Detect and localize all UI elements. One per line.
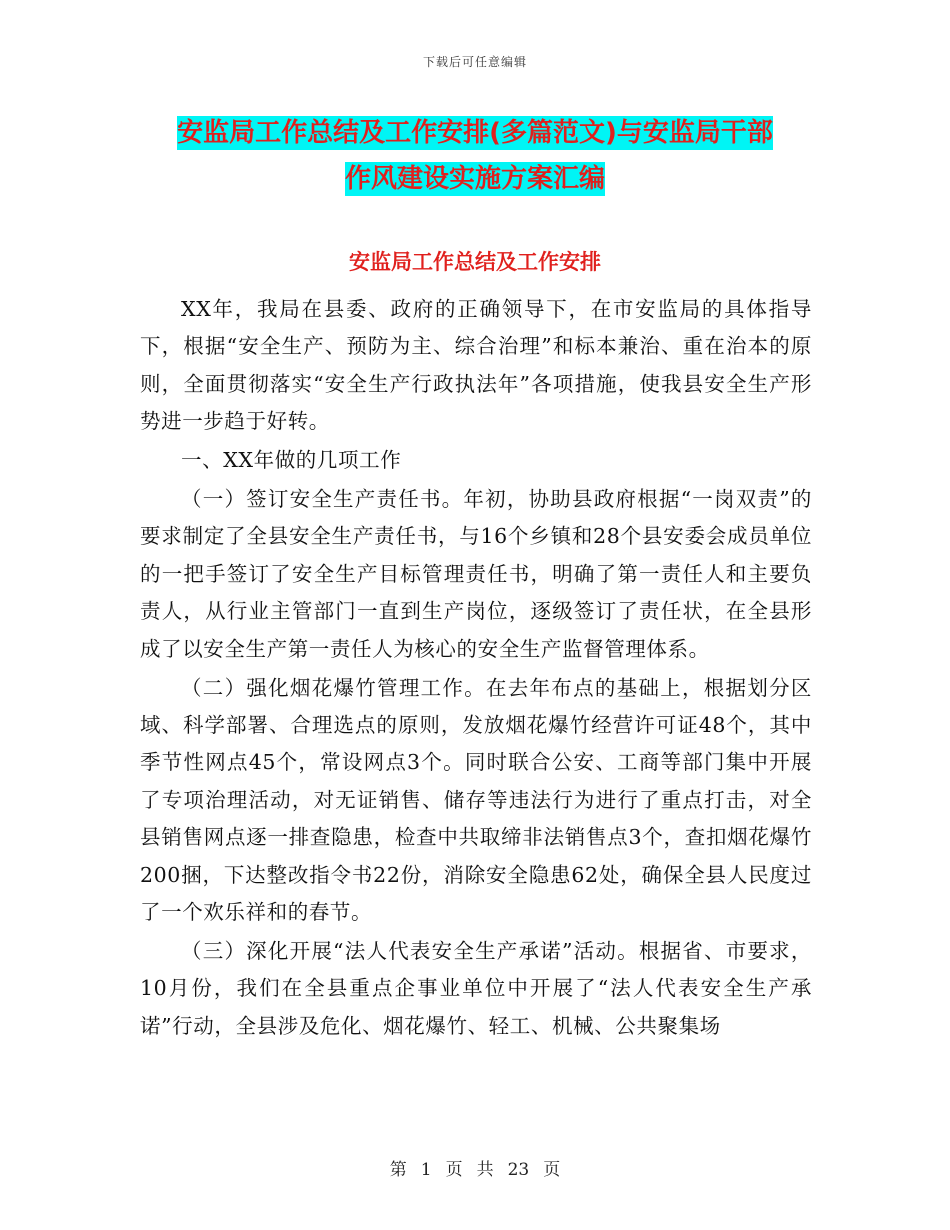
main-title	[0, 110, 950, 202]
heading-work-items: 一、XX年做的几项工作	[181, 448, 402, 473]
body-text	[140, 291, 812, 1047]
paragraph-intro: XX年，我局在县委、政府的正确领导下，在市安监局的具体指导下，根据“安全生产、预防为主、综合治理”和标本兼治、重在治本的原则，全面贯彻落实“安全生产行政执法年”各项措施，使我县安全生产形势进一步趋于好转。	[140, 297, 812, 434]
footer-total-pages: 23	[507, 1160, 530, 1180]
main-title-line-1	[0, 110, 950, 156]
footer-label-ye-1: 页	[445, 1160, 463, 1180]
footer-page-number: 1	[420, 1160, 432, 1180]
section-title: 安监局工作总结及工作安排	[349, 250, 601, 274]
header-note: 下载后可任意编辑	[422, 55, 527, 69]
footer-label-ye-2: 页	[543, 1160, 561, 1180]
footer-label-page: 第	[389, 1160, 407, 1180]
paragraph-item-1: （一）签订安全生产责任书。年初，协助县政府根据“一岗双责”的要求制定了全县安全生产责任书，与16个乡镇和28个县安委会成员单位的一把手签订了安全生产目标管理责任书，明确了第一责任人和主要负责人，从行业主管部门一直到生产岗位，逐级签订了责任状，在全县形成了以安全生产第一责任人为核心的安全生产监督管理体系。	[140, 487, 812, 661]
main-title-line-2	[0, 156, 950, 202]
footer-label-total: 共	[476, 1160, 494, 1180]
page-footer	[0, 1155, 950, 1180]
paragraph-item-2: （二）强化烟花爆竹管理工作。在去年布点的基础上，根据划分区域、科学部署、合理选点的原则，发放烟花爆竹经营许可证48个，其中季节性网点45个，常设网点3个。同时联合公安、工商等部门集中开展了专项治理活动，对无证销售、储存等违法行为进行了重点打击，对全县销售网点逐一排查隐患，检查中共取缔非法销售点3个，查扣烟花爆竹200捆，下达整改指令书22份，消除安全隐患62处，确保全县人民度过了一个欢乐祥和的春节。	[140, 675, 812, 924]
paragraph-item-3: （三）深化开展“法人代表安全生产承诺”活动。根据省、市要求，10月份，我们在全县重点企事业单位中开展了“法人代表安全生产承诺”行动，全县涉及危化、烟花爆竹、轻工、机械、公共聚集场	[140, 938, 812, 1038]
main-title-line-1-text: 安监局工作总结及工作安排(多篇范文)与安监局干部	[177, 118, 773, 148]
main-title-line-2-text: 作风建设实施方案汇编	[344, 164, 605, 194]
